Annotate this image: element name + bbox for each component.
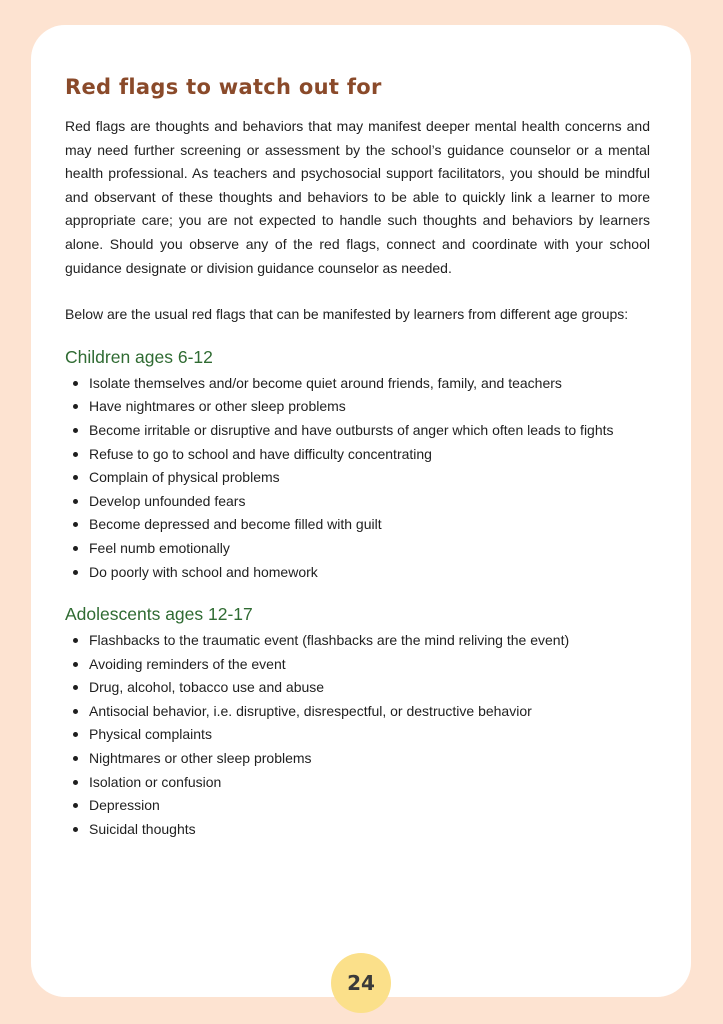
list-item: Have nightmares or other sleep problems bbox=[65, 395, 650, 419]
list-item: Isolation or confusion bbox=[65, 771, 650, 795]
list-item: Nightmares or other sleep problems bbox=[65, 747, 650, 771]
page-card bbox=[31, 25, 691, 997]
page-title: Red flags to watch out for bbox=[65, 75, 382, 99]
list-item: Antisocial behavior, i.e. disruptive, disrespectful, or destructive behavior bbox=[65, 700, 650, 724]
list-item: Isolate themselves and/or become quiet around friends, family, and teachers bbox=[65, 372, 650, 396]
list-item: Physical complaints bbox=[65, 723, 650, 747]
list-item: Refuse to go to school and have difficulty concentrating bbox=[65, 443, 650, 467]
list-item: Develop unfounded fears bbox=[65, 490, 650, 514]
list-item: Suicidal thoughts bbox=[65, 818, 650, 842]
list-item: Drug, alcohol, tobacco use and abuse bbox=[65, 676, 650, 700]
intro-paragraph: Red flags are thoughts and behaviors that may manifest deeper mental health concerns and may need further screening or assessment by the school’s guidance counselor or a mental health professional. As teachers and psychosocial support facilitators, you should be mindful and observant of these thoughts and behaviors to be able to quickly link a learner to more appropriate care; you are not expected to handle such thoughts and behaviors by learners alone. Should you observe any of the red flags, connect and coordinate with your school guidance designate or division guidance counselor as needed. bbox=[65, 118, 650, 276]
intro-paragraph: Below are the usual red flags that can be manifested by learners from different age groups: bbox=[65, 306, 629, 323]
page-number-badge: 24 bbox=[331, 953, 391, 1013]
list-item: Feel numb emotionally bbox=[65, 537, 650, 561]
adolescents-red-flags-list bbox=[65, 629, 650, 841]
list-item: Depression bbox=[65, 794, 650, 818]
page-content bbox=[65, 75, 650, 841]
list-item: Flashbacks to the traumatic event (flashbacks are the mind reliving the event) bbox=[65, 629, 650, 653]
list-item: Become depressed and become filled with guilt bbox=[65, 513, 650, 537]
children-red-flags-list bbox=[65, 372, 650, 584]
list-item: Avoiding reminders of the event bbox=[65, 653, 650, 677]
list-item: Complain of physical problems bbox=[65, 466, 650, 490]
list-item: Do poorly with school and homework bbox=[65, 561, 650, 585]
list-item: Become irritable or disruptive and have outbursts of anger which often leads to fights bbox=[65, 419, 650, 443]
section-heading-adolescents: Adolescents ages 12-17 bbox=[65, 604, 253, 625]
section-heading-children: Children ages 6-12 bbox=[65, 346, 213, 367]
